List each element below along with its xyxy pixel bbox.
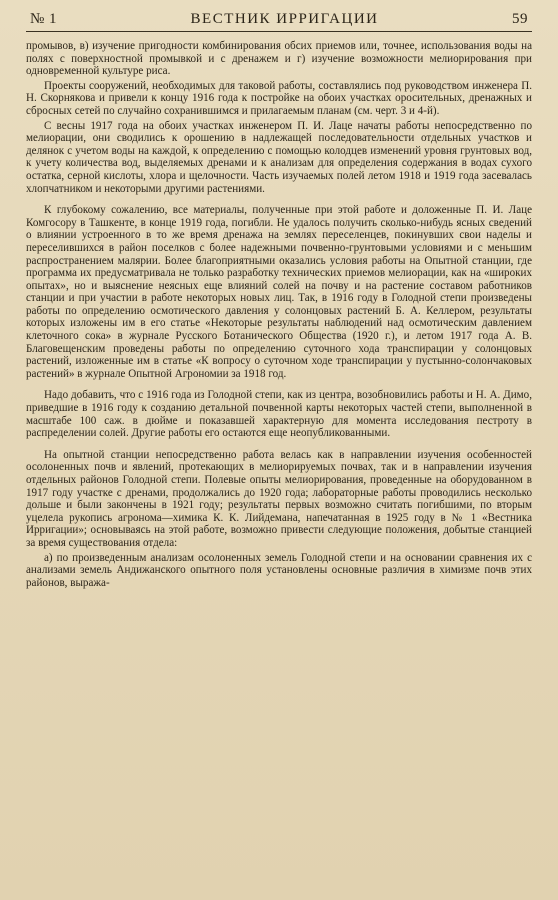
paragraph: На опытной станции непосредственно работа велась как в направлении изучения особенностей осолоненных почв и явлений, протекающих в мелиорируемых почвах, так и в направлении изучения отдельных районов Голодной степи. Полевые опыты мелиорирования, проведенные на оборудованном в 1917 году участке с дренами, продолжались до 1920 года; лабораторные работы проводились несколько дольше и были закончены в 1921 году; результаты первых возможно считать погибшими, по вторым уцелела рукопись агронома—химика К. К. Лийдемана, напечатанная в 1925 году в № 1 «Вестника Ирригации»; основываясь на этой работе, возможно привести следующие положения, добытые станцией за время существования отдела: (26, 448, 532, 549)
page-number: 59 (511, 11, 528, 27)
journal-title: ВЕСТНИК ИРРИГАЦИИ (190, 11, 379, 27)
paragraph: промывов, в) изучение пригодности комбинирования обсих приемов или, точнее, использования воды на полях с поверхностной промывкой и с дренажем и г) изучение возможности мелиорирования при одновременной культуре риса. (26, 40, 532, 78)
paragraph: а) по произведенным анализам осолоненных земель Голодной степи и на основании сравнения их с анализами земель Андижанского опытного поля установлены основные различия в химизме почв этих районов, выража- (26, 551, 532, 589)
paragraph: К глубокому сожалению, все материалы, полученные при этой работе и доложенные П. И. Лаце Комгосору в Ташкенте, в конце 1919 года, погибли. Не удалось получить сколько-нибудь ясных сведений о влиянии устроенного в то же время дренажа на землях переселенцев, покинувших свои наделы и переселившихся в район поселков с более надежными почвенно-грунтовыми условиями и с меньшим распространением малярии. Более благоприятными оказались условия работы на Опытной станции, где программа их предусматривала не только разработку технических приемов мелиорации, как на «широких опытах», но и выяснение неясных еще влияний солей на почву и на растение составом работников станции и при участии в работе некоторых новых лиц. Так, в 1916 году в Голодной степи произведены работы по определению осмотического давления у солонцовых растений Б. А. Келлером, результаты которых изложены им в его статье «Некоторые результаты наблюдений над осмотическим давлением клеточного сока» в журнале Русского Ботанического Общества (1920 г.), и летом 1917 года А. В. Благовещенским проведены работы по определению суточного хода транспирации у солонцовых растений, изложенные им в статье «К вопросу о суточном ходе транспирации у пустынно-солончаковых растений» в журнале Опытной Агрономии за 1918 год. (26, 204, 532, 380)
paragraph: С весны 1917 года на обоих участках инженером П. И. Лаце начаты работы непосредственно по мелиорации, они сводились к орошению в надлежащей последовательности отдельных участков и делянок с учетом воды на каждой, к определению с помощью колодцев изменений уровня грунтовых вод, к учету количества вод, выделяемых дренами и к анализам для определения содержания в водах сухого остатка, серной кислоты, хлора и щелочности. Часть изучаемых полей летом 1918 и 1919 года засевалась хлопчатником и некоторыми другими растениями. (26, 119, 532, 195)
issue-number: № 1 (30, 11, 58, 27)
page-header (26, 10, 532, 32)
paragraph: Проекты сооружений, необходимых для таковой работы, составлялись под руководством инженера П. Н. Скорнякова и привели к концу 1916 года к постройке на обоих участках оросительных, дренажных и сбросных сетей по случайно сохранившимся и прилагаемым планам (см. черт. 3 и 4-й). (26, 79, 532, 117)
article-body (26, 40, 532, 589)
paragraph: Надо добавить, что с 1916 года из Голодной степи, как из центра, возобновились работы и Н. А. Димо, приведшие в 1916 году к созданию детальной почвенной карты некоторых частей степи, выполненной в масштабе 100 саж. в дюйме и показавшей характерную для момента исследования пестроту в распределении солей. Другие работы его остаются еще неопубликованными. (26, 389, 532, 440)
